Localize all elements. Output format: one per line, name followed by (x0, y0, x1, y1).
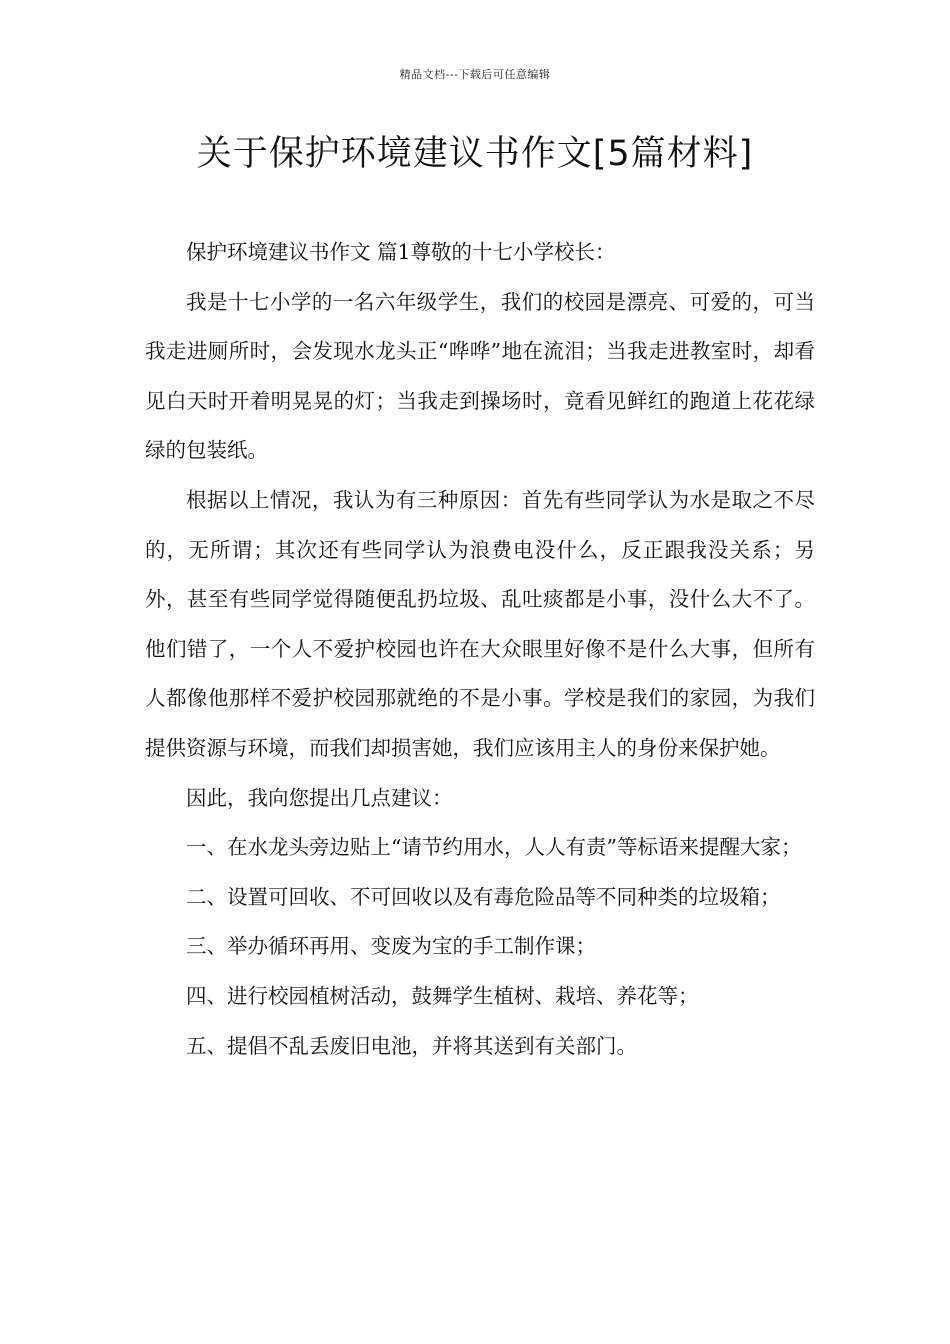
paragraph-proposal-intro: 因此，我向您提出几点建议： (186, 785, 453, 810)
paragraph-suggestion-4: 四、进行校园植树活动，鼓舞学生植树、栽培、养花等； (186, 983, 699, 1008)
paragraph-observation: 我是十七小学的一名六年级学生，我们的校园是漂亮、可爱的，可当我走进厕所时，会发现水龙头正“哗哗”地在流泪；当我走进教室时，却看见白天时开着明晃晃的灯；当我走到操场时，竟看见鲜红的跑道上花花绿绿的包装纸。 (145, 289, 815, 463)
paragraph-suggestion-3: 三、举办循环再用、变废为宝的手工制作课； (186, 934, 596, 959)
document-body (145, 228, 815, 1071)
paragraph-suggestion-5: 五、提倡不乱丢废旧电池，并将其送到有关部门。 (186, 1033, 637, 1058)
paragraph-suggestion-2: 二、设置可回收、不可回收以及有毒危险品等不同种类的垃圾箱； (186, 884, 781, 909)
paragraph-suggestion-1: 一、在水龙头旁边贴上“请节约用水，人人有责”等标语来提醒大家； (186, 835, 802, 860)
document-title: 关于保护环境建议书作文[5篇材料] (196, 134, 754, 174)
header-note: 精品文档---下载后可任意编辑 (399, 68, 551, 81)
paragraph-greeting: 保护环境建议书作文 篇1尊敬的十七小学校长： (186, 240, 616, 264)
paragraph-reasons: 根据以上情况，我认为有三种原因：首先有些同学认为水是取之不尽的，无所谓；其次还有些同学认为浪费电没什么，反正跟我没关系；另外，甚至有些同学觉得随便乱扔垃圾、乱吐痰都是小事，没什么大不了。他们错了，一个人不爱护校园也许在大众眼里好像不是什么大事，但所有人都像他那样不爱护校园那就绝的不是小事。学校是我们的家园，为我们提供资源与环境，而我们却损害她，我们应该用主人的身份来保护她。 (145, 487, 815, 760)
